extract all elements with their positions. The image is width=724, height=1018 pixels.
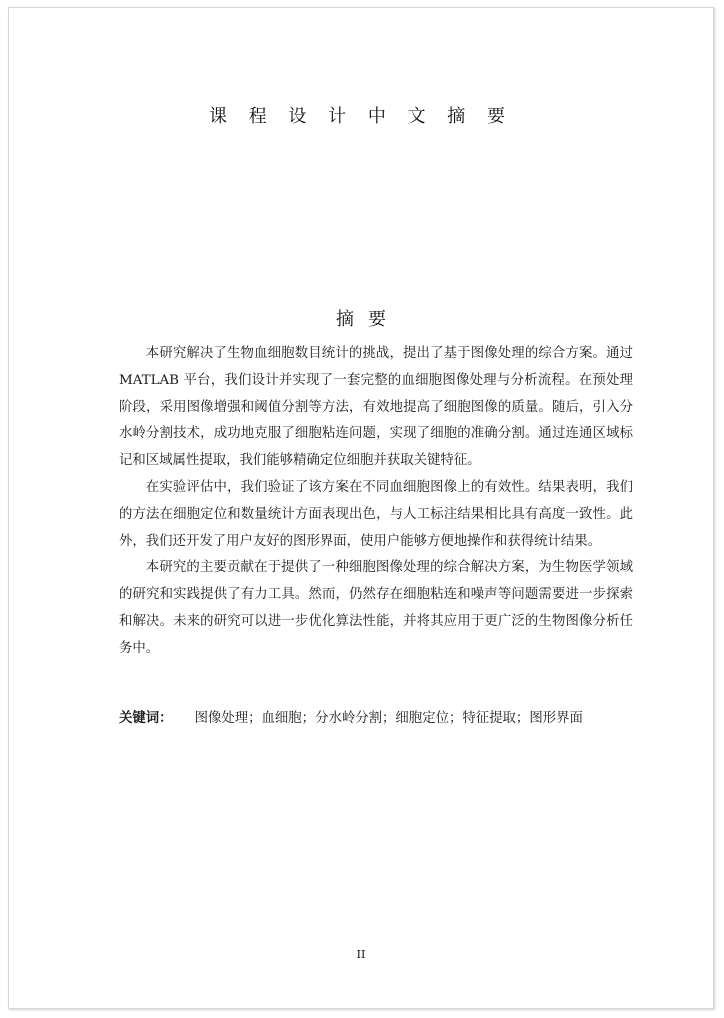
keywords-line	[119, 706, 633, 733]
page-title: 课 程 设 计 中 文 摘 要	[208, 106, 514, 127]
page-number: II	[356, 948, 366, 961]
abstract-paragraph-3: 本研究的主要贡献在于提供了一种细胞图像处理的综合解决方案，为生物医学领域的研究和实践提供了有力工具。然而，仍然存在细胞粘连和噪声等问题需要进一步探索和解决。未来的研究可以进一步优化算法性能，并将其应用于更广泛的生物图像分析任务中。	[119, 560, 633, 656]
keywords-label: 关键词：	[119, 711, 173, 726]
abstract-paragraph-2: 在实验评估中，我们验证了该方案在不同血细胞图像上的有效性。结果表明，我们的方法在细胞定位和数量统计方面表现出色，与人工标注结果相比具有高度一致性。此外，我们还开发了用户友好的图形界面，使用户能够方便地操作和获得统计结果。	[119, 479, 633, 549]
abstract-body	[119, 341, 633, 663]
document-page	[8, 7, 714, 1009]
abstract-paragraph-1: 本研究解决了生物血细胞数目统计的挑战，提出了基于图像处理的综合方案。通过 MATLAB 平台，我们设计并实现了一套完整的血细胞图像处理与分析流程。在预处理阶段，采用图像增强和阈值分割等方法，有效地提高了细胞图像的质量。随后，引入分水岭分割技术，成功地克服了细胞粘连问题，实现了细胞的准确分割。通过连通区域标记和区域属性提取，我们能够精确定位细胞并获取关键特征。	[119, 346, 633, 469]
keywords-list: 图像处理；血细胞；分水岭分割；细胞定位；特征提取；图形界面	[194, 711, 583, 726]
abstract-heading: 摘要	[336, 309, 400, 330]
